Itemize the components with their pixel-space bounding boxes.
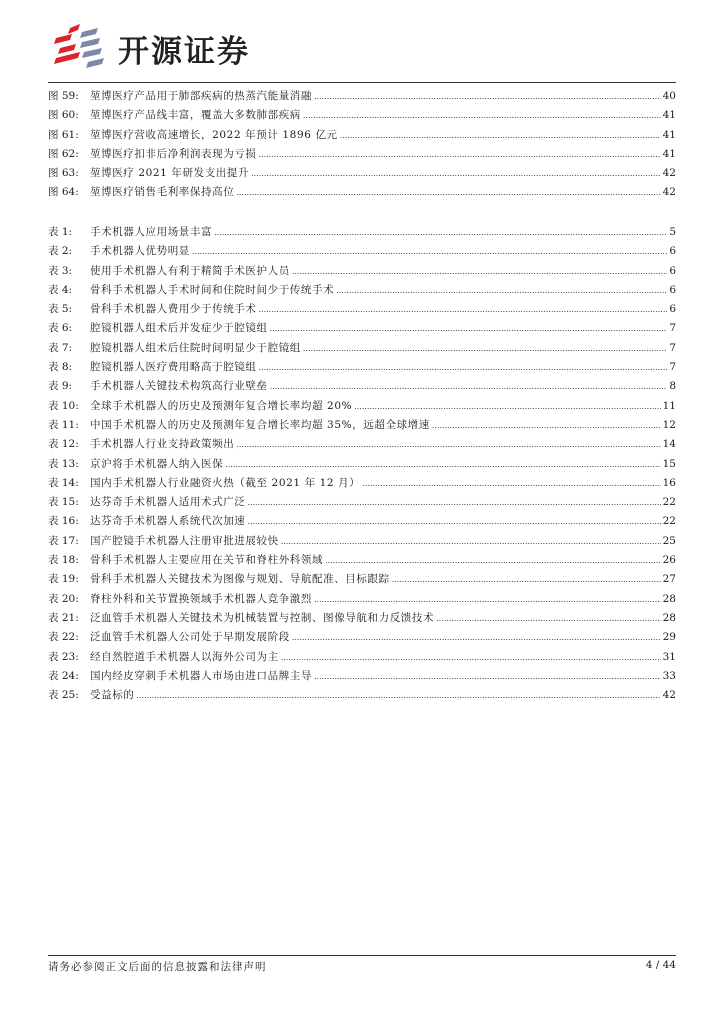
toc-entry-label: 图 61: (48, 128, 79, 141)
toc-entry-label: 表 5: (48, 303, 73, 316)
toc-entry-title: 腔镜机器人组术后并发症少于腔镜组 (90, 322, 268, 335)
toc-entry-page: 7 (669, 361, 676, 374)
figure-list-item[interactable] (48, 183, 676, 202)
toc-entry-label: 表 8: (48, 361, 73, 374)
toc-leader-dots (336, 281, 667, 300)
toc-leader-dots (236, 183, 660, 202)
toc-entry-label: 表 14: (48, 476, 79, 489)
toc-leader-dots (270, 377, 668, 396)
toc-leader-dots (214, 223, 667, 242)
toc-entry-page: 27 (662, 573, 676, 586)
toc-leader-dots (259, 300, 668, 319)
footer-disclaimer: 请务必参阅正文后面的信息披露和法律声明 (48, 961, 267, 973)
toc-leader-dots (325, 551, 661, 570)
toc-entry-label: 表 25: (48, 689, 79, 702)
table-list-item[interactable] (48, 300, 676, 319)
toc-entry-label: 表 2: (48, 245, 73, 258)
table-list-item[interactable] (48, 474, 676, 493)
toc-entry-title: 堃博医疗 2021 年研发支出提升 (90, 167, 250, 180)
table-list-item[interactable] (48, 686, 676, 705)
table-list-item[interactable] (48, 281, 676, 300)
toc-leader-dots (292, 262, 668, 281)
toc-entry-title: 达芬奇手术机器人适用术式广泛 (90, 496, 246, 509)
toc-entry-title: 堃博医疗营收高速增长，2022 年预计 1896 亿元 (90, 128, 338, 141)
toc-entry-page: 28 (662, 611, 676, 624)
toc-leader-dots (436, 609, 661, 628)
toc-leader-dots (259, 358, 668, 377)
toc-leader-dots (247, 493, 660, 512)
toc-entry-page: 29 (662, 631, 676, 644)
toc-entry-page: 6 (669, 283, 676, 296)
toc-entry-page: 11 (662, 399, 676, 412)
toc-entry-title: 手术机器人行业支持政策频出 (90, 438, 235, 451)
table-list-item[interactable] (48, 590, 676, 609)
toc-entry-page: 40 (662, 90, 676, 102)
footer-divider (48, 955, 676, 956)
header-divider (48, 82, 676, 83)
toc-leader-dots (251, 164, 661, 183)
toc-entry-title: 骨科手术机器人费用少于传统手术 (90, 303, 257, 316)
toc-entry-title: 腔镜机器人医疗费用略高于腔镜组 (90, 361, 257, 374)
toc-entry-page: 42 (662, 689, 676, 702)
toc-leader-dots (303, 339, 667, 358)
toc-entry-page: 22 (662, 515, 676, 528)
toc-entry-title: 堃博医疗扣非后净利润表现为亏损 (90, 147, 257, 160)
toc-leader-dots (292, 628, 661, 647)
table-list-item[interactable] (48, 358, 676, 377)
toc-leader-dots (281, 648, 661, 667)
toc-entry-title: 泛血管手术机器人公司处于早期发展阶段 (90, 631, 290, 644)
toc-entry-page: 6 (669, 264, 676, 277)
toc-entry-page: 42 (662, 186, 676, 199)
toc-entry-page: 5 (669, 226, 676, 238)
toc-leader-dots (392, 570, 661, 589)
toc-entry-label: 表 19: (48, 573, 79, 586)
toc-entry-label: 表 17: (48, 534, 79, 547)
toc-entry-page: 16 (662, 476, 676, 489)
toc-entry-title: 骨科手术机器人关键技术为图像与规划、导航配准、目标跟踪 (90, 573, 390, 586)
figure-list-item[interactable] (48, 126, 676, 145)
toc-entry-title: 脊柱外科和关节置换领域手术机器人竞争激烈 (90, 592, 312, 605)
table-list-item[interactable] (48, 667, 676, 686)
toc-leader-dots (314, 590, 661, 609)
toc-entry-title: 腔镜机器人组术后住院时间明显少于腔镜组 (90, 341, 301, 354)
toc-entry-title: 全球手术机器人的历史及预测年复合增长率均超 20% (90, 399, 353, 412)
toc-leader-dots (236, 435, 660, 454)
toc-entry-title: 受益标的 (90, 689, 135, 702)
toc-entry-label: 表 12: (48, 438, 79, 451)
toc-entry-label: 表 24: (48, 669, 79, 682)
toc-entry-page: 22 (662, 496, 676, 509)
toc-entry-title: 手术机器人优势明显 (90, 245, 190, 258)
toc-entry-page: 25 (662, 534, 676, 547)
toc-entry-label: 表 15: (48, 496, 79, 509)
table-list-item[interactable] (48, 570, 676, 589)
toc-entry-page: 6 (669, 245, 676, 258)
logo-gray-stripes (80, 28, 104, 68)
toc-entry-label: 表 4: (48, 283, 73, 296)
table-list-item[interactable] (48, 435, 676, 454)
toc-entry-page: 28 (662, 592, 676, 605)
table-list-item[interactable] (48, 551, 676, 570)
toc-leader-dots (354, 397, 660, 416)
toc-entry-page: 15 (662, 457, 676, 470)
toc-entry-page: 12 (662, 418, 676, 431)
toc-entry-page: 41 (662, 147, 676, 160)
toc-leader-dots (259, 145, 661, 164)
toc-entry-title: 使用手术机器人有利于精简手术医护人员 (90, 264, 290, 277)
table-list-item[interactable] (48, 532, 676, 551)
toc-leader-dots (432, 416, 661, 435)
toc-entry-label: 图 59: (48, 90, 79, 102)
toc-entry-label: 表 6: (48, 322, 73, 335)
toc-leader-dots (303, 106, 661, 125)
toc-entry-label: 图 64: (48, 186, 79, 199)
toc-entry-title: 中国手术机器人的历史及预测年复合增长率均超 35%，远超全球增速 (90, 418, 430, 431)
toc-leader-dots (270, 319, 668, 338)
toc-entry-title: 堃博医疗销售毛利率保持高位 (90, 186, 235, 199)
toc-entry-title: 国产腔镜手术机器人注册审批进展较快 (90, 534, 279, 547)
toc-entry-title: 国内经皮穿刺手术机器人市场由进口品牌主导 (90, 669, 312, 682)
brand-name: 开源证券 (118, 34, 250, 70)
toc-entry-page: 33 (662, 669, 676, 682)
toc-entry-label: 表 7: (48, 341, 73, 354)
table-list-item[interactable] (48, 609, 676, 628)
toc-entry-title: 堃博医疗产品用于肺部疾病的热蒸汽能量消融 (90, 90, 312, 102)
kaiyuan-logo-icon (50, 20, 110, 70)
table-list-item[interactable] (48, 242, 676, 261)
figure-list-item[interactable] (48, 164, 676, 183)
toc-entry-label: 图 63: (48, 167, 79, 180)
toc-leader-dots (340, 126, 661, 145)
toc-entry-title: 京沪将手术机器人纳入医保 (90, 457, 224, 470)
page-header (48, 14, 676, 74)
toc-entry-label: 表 21: (48, 611, 79, 624)
toc-entry-label: 表 23: (48, 650, 79, 663)
figure-list-item[interactable] (48, 87, 676, 106)
toc-entry-title: 经自然腔道手术机器人以海外公司为主 (90, 650, 279, 663)
table-list-item[interactable] (48, 628, 676, 647)
toc-leader-dots (136, 686, 660, 705)
footer-page-number: 4 / 44 (645, 959, 676, 971)
table-list (48, 223, 676, 705)
table-list-item[interactable] (48, 223, 676, 242)
table-list-item[interactable] (48, 416, 676, 435)
toc-entry-page: 7 (669, 341, 676, 354)
toc-entry-label: 表 11: (48, 418, 79, 431)
toc-entry-title: 达芬奇手术机器人系统代次加速 (90, 515, 246, 528)
logo-red-stripes (54, 24, 80, 64)
toc-entry-label: 表 20: (48, 592, 79, 605)
table-list-item[interactable] (48, 377, 676, 396)
toc-entry-label: 表 1: (48, 226, 73, 238)
toc-entry-title: 堃博医疗产品线丰富，覆盖大多数肺部疾病 (90, 109, 301, 122)
toc-entry-page: 26 (662, 554, 676, 567)
toc-leader-dots (314, 87, 661, 106)
toc-entry-label: 表 18: (48, 554, 79, 567)
table-list-item[interactable] (48, 512, 676, 531)
toc-entry-label: 表 22: (48, 631, 79, 644)
toc-entry-page: 14 (662, 438, 676, 451)
toc-entry-label: 表 16: (48, 515, 79, 528)
toc-leader-dots (192, 242, 667, 261)
table-list-item[interactable] (48, 493, 676, 512)
toc-entry-page: 41 (662, 109, 676, 122)
toc-entry-page: 42 (662, 167, 676, 180)
table-list-item[interactable] (48, 339, 676, 358)
toc-leader-dots (281, 532, 661, 551)
toc-leader-dots (225, 455, 660, 474)
table-list-item[interactable] (48, 648, 676, 667)
toc-entry-page: 8 (669, 380, 676, 393)
toc-entry-title: 泛血管手术机器人关键技术为机械装置与控制、图像导航和力反馈技术 (90, 611, 435, 624)
toc-entry-title: 国内手术机器人行业融资火热（截至 2021 年 12 月） (90, 476, 361, 489)
toc-entry-label: 表 3: (48, 264, 73, 277)
table-list-item[interactable] (48, 397, 676, 416)
toc-entry-page: 41 (662, 128, 676, 141)
toc-entry-page: 7 (669, 322, 676, 335)
toc-leader-dots (362, 474, 660, 493)
toc-entry-label: 表 9: (48, 380, 73, 393)
table-list-item[interactable] (48, 262, 676, 281)
toc-entry-label: 图 60: (48, 109, 79, 122)
table-list-item[interactable] (48, 455, 676, 474)
figure-list-item[interactable] (48, 145, 676, 164)
toc-entry-title: 手术机器人关键技术构筑高行业壁垒 (90, 380, 268, 393)
toc-entry-label: 表 13: (48, 457, 79, 470)
figure-list-item[interactable] (48, 106, 676, 125)
toc-entry-label: 表 10: (48, 399, 79, 412)
toc-entry-title: 手术机器人应用场景丰富 (90, 226, 213, 238)
figure-list (48, 87, 676, 203)
toc-leader-dots (314, 667, 661, 686)
toc-leader-dots (247, 512, 660, 531)
toc-entry-page: 6 (669, 303, 676, 316)
toc-entry-title: 骨科手术机器人主要应用在关节和脊柱外科领域 (90, 554, 324, 567)
table-list-item[interactable] (48, 319, 676, 338)
toc-entry-title: 骨科手术机器人手术时间和住院时间少于传统手术 (90, 283, 335, 296)
toc-entry-label: 图 62: (48, 147, 79, 160)
toc-entry-page: 31 (662, 650, 676, 663)
